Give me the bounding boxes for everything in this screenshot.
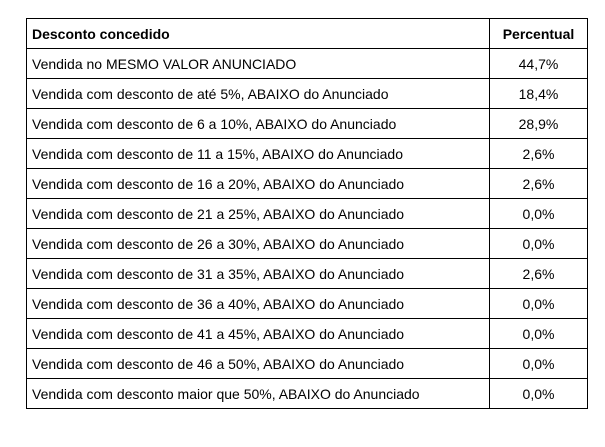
percentage-cell: 44,7% [490, 49, 588, 79]
discount-label-cell: Vendida com desconto de 6 a 10%, ABAIXO do Anunciado [27, 109, 490, 139]
percentage-cell: 0,0% [490, 349, 588, 379]
percentage-cell: 0,0% [490, 229, 588, 259]
table-row [27, 199, 588, 229]
percentage-cell: 0,0% [490, 319, 588, 349]
percentage-cell: 28,9% [490, 109, 588, 139]
percentage-cell: 0,0% [490, 289, 588, 319]
discount-label-cell: Vendida com desconto de 21 a 25%, ABAIXO do Anunciado [27, 199, 490, 229]
table-row [27, 319, 588, 349]
percentage-cell: 2,6% [490, 259, 588, 289]
table-row [27, 259, 588, 289]
discount-label-cell: Vendida com desconto de 31 a 35%, ABAIXO do Anunciado [27, 259, 490, 289]
table-row [27, 109, 588, 139]
discount-label-cell: Vendida com desconto maior que 50%, ABAIXO do Anunciado [27, 379, 490, 409]
discount-label-cell: Vendida com desconto de 11 a 15%, ABAIXO do Anunciado [27, 139, 490, 169]
discount-label-cell: Vendida com desconto de 46 a 50%, ABAIXO do Anunciado [27, 349, 490, 379]
column-header-percentage: Percentual [490, 19, 588, 49]
discount-label-cell: Vendida no MESMO VALOR ANUNCIADO [27, 49, 490, 79]
discount-label-cell: Vendida com desconto de até 5%, ABAIXO do Anunciado [27, 79, 490, 109]
table-row [27, 79, 588, 109]
percentage-cell: 2,6% [490, 169, 588, 199]
discount-label-cell: Vendida com desconto de 26 a 30%, ABAIXO do Anunciado [27, 229, 490, 259]
table-row [27, 49, 588, 79]
percentage-cell: 2,6% [490, 139, 588, 169]
discount-label-cell: Vendida com desconto de 16 a 20%, ABAIXO do Anunciado [27, 169, 490, 199]
table-header-row [27, 19, 588, 49]
percentage-cell: 0,0% [490, 379, 588, 409]
discount-table [26, 18, 588, 409]
discount-label-cell: Vendida com desconto de 36 a 40%, ABAIXO do Anunciado [27, 289, 490, 319]
table-row [27, 139, 588, 169]
column-header-discount: Desconto concedido [27, 19, 490, 49]
table-row [27, 349, 588, 379]
discount-label-cell: Vendida com desconto de 41 a 45%, ABAIXO do Anunciado [27, 319, 490, 349]
table-row [27, 289, 588, 319]
percentage-cell: 18,4% [490, 79, 588, 109]
table-row [27, 169, 588, 199]
percentage-cell: 0,0% [490, 199, 588, 229]
table-row [27, 229, 588, 259]
table-row [27, 379, 588, 409]
